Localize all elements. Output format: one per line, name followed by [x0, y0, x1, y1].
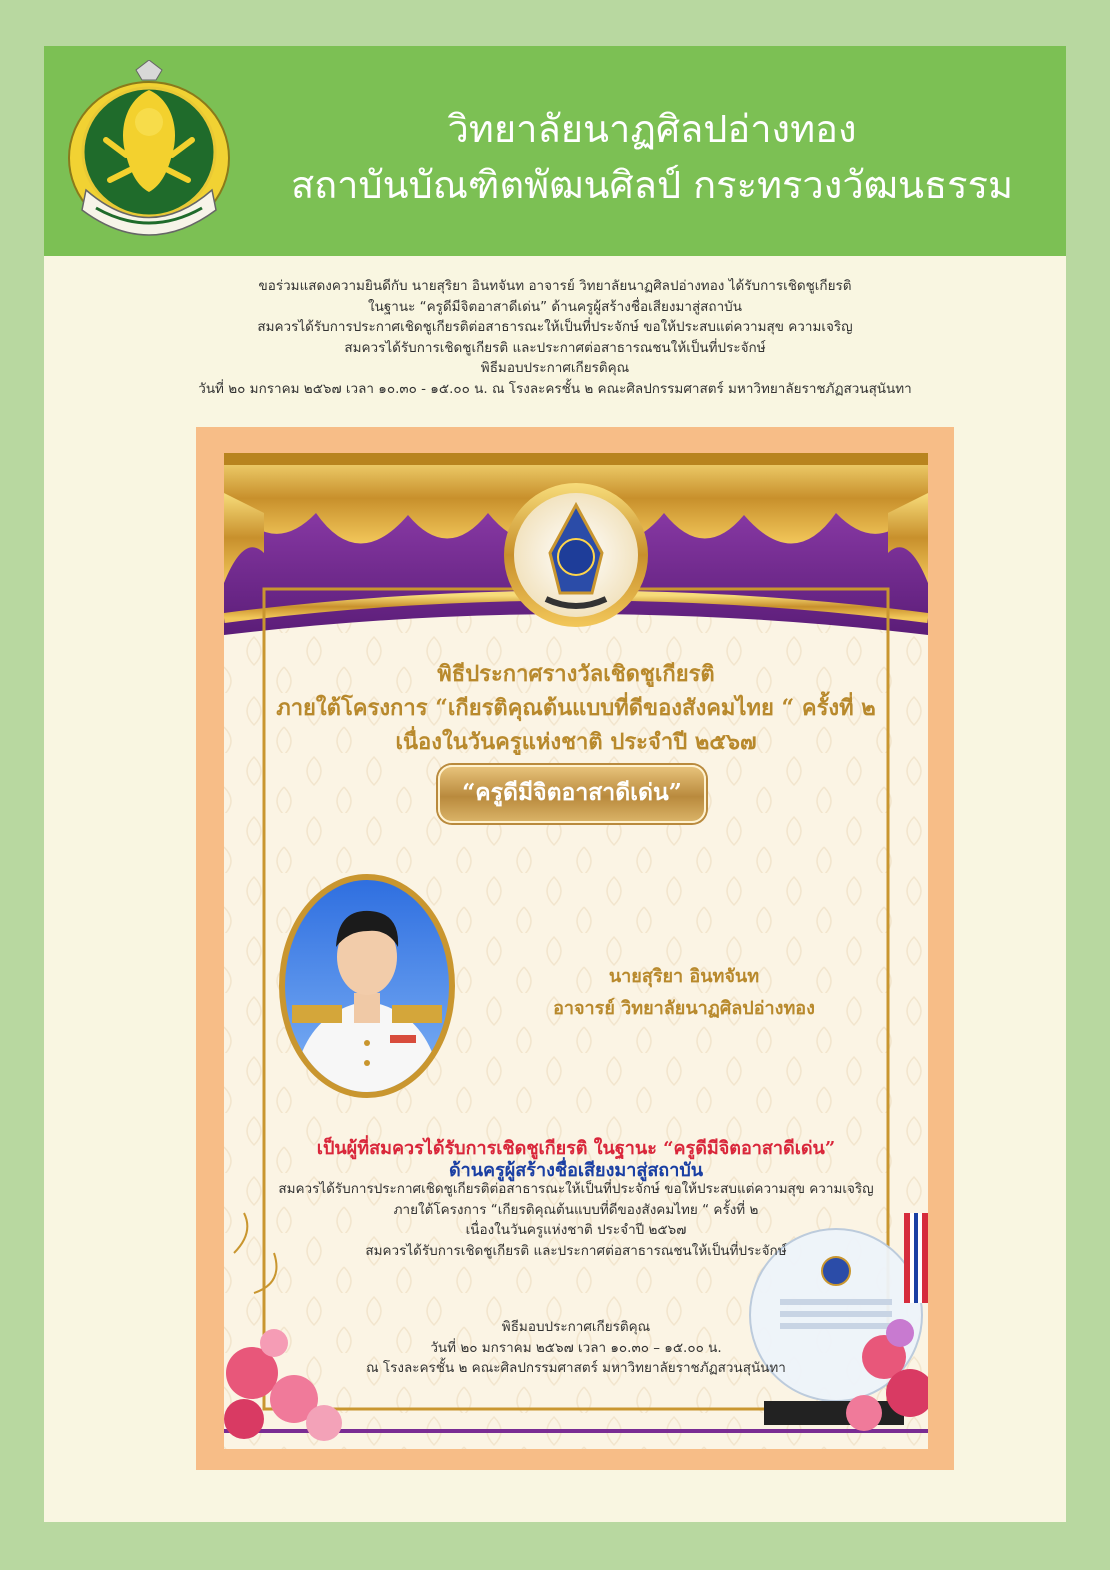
event-title: [224, 657, 928, 759]
event-title-line: เนื่องในวันครูแห่งชาติ ประจำปี ๒๕๖๗: [395, 729, 757, 755]
person-position: อาจารย์ วิทยาลัยนาฏศิลปอ่างทอง: [553, 998, 815, 1019]
page-title-line1: วิทยาลัยนาฏศิลปอ่างทอง: [447, 107, 857, 151]
person-name: นายสุริยา อินทจันท: [608, 966, 760, 987]
announcement-line: วันที่ ๒๐ มกราคม ๒๕๖๗ เวลา ๑๐.๓๐ - ๑๕.๐๐ น. ณ โรงละครชั้น ๒ คณะศิลปกรรมศาสตร์ มหาวิทยาลัยราชภัฏสวนสุนันทา: [198, 380, 912, 397]
certificate-card: [224, 453, 928, 1449]
announcement-line: ในฐานะ “ครูดีมีจิตอาสาดีเด่น” ด้านครูผู้สร้างชื่อเสียงมาสู่สถาบัน: [368, 298, 742, 315]
honor-subtitle: ด้านครูผู้สร้างชื่อเสียงมาสู่สถาบัน: [448, 1160, 704, 1181]
body-line: สมควรได้รับการประกาศเชิดชูเกียรติต่อสาธารณะให้เป็นที่ประจักษ์ ขอให้ประสบแต่ความสุข ความเจริญ: [278, 1181, 874, 1197]
ceremony-line: ณ โรงละครชั้น ๒ คณะศิลปกรรมศาสตร์ มหาวิทยาลัยราชภัฏสวนสุนันทา: [366, 1360, 786, 1377]
body-line: เนื่องในวันครูแห่งชาติ ประจำปี ๒๕๖๗: [465, 1222, 687, 1239]
body-line: ภายใต้โครงการ “เกียรติคุณต้นแบบที่ดีของสังคมไทย “ ครั้งที่ ๒: [393, 1201, 759, 1218]
person-name-block: [494, 961, 874, 1025]
honor-line: เป็นผู้ที่สมควรได้รับการเชิดชูเกียรติ ในฐานะ “ครูดีมีจิตอาสาดีเด่น”: [316, 1138, 836, 1159]
event-title-line: พิธีประกาศรางวัลเชิดชูเกียรติ: [437, 661, 715, 687]
ganesha-emblem-logo: [66, 60, 232, 240]
body-line: สมควรได้รับการเชิดชูเกียรติ และประกาศต่อสาธารณชนให้เป็นที่ประจักษ์: [365, 1242, 787, 1259]
ceremony-info: [224, 1317, 928, 1379]
announcement-text: [44, 276, 1066, 400]
person-portrait-photo: [278, 873, 456, 1099]
announcement-line: สมควรได้รับการเชิดชูเกียรติ และประกาศต่อสาธารณชนให้เป็นที่ประจักษ์: [344, 339, 766, 356]
ceremony-line: พิธีมอบประกาศเกียรติคุณ: [501, 1319, 651, 1335]
event-title-line: ภายใต้โครงการ “เกียรติคุณต้นแบบที่ดีของสังคมไทย “ ครั้งที่ ๒: [276, 695, 876, 721]
announcement-line: พิธีมอบประกาศเกียรติคุณ: [480, 360, 630, 377]
page-frame: [44, 46, 1066, 1522]
certificate-body: [224, 1179, 928, 1261]
header-banner: [44, 46, 1066, 256]
award-name: “ครูดีมีจิตอาสาดีเด่น”: [462, 779, 682, 806]
announcement-line: สมควรได้รับการประกาศเชิดชูเกียรติต่อสาธารณะให้เป็นที่ประจักษ์ ขอให้ประสบแต่ความสุข ความเจริญ: [257, 319, 853, 336]
ceremony-line: วันที่ ๒๐ มกราคม ๒๕๖๗ เวลา ๑๐.๓๐ – ๑๕.๐๐ น.: [430, 1339, 722, 1356]
certificate-poster: [196, 427, 954, 1470]
announcement-line: ขอร่วมแสดงความยินดีกับ นายสุริยา อินทจันท อาจารย์ วิทยาลัยนาฏศิลปอ่างทอง ได้รับการเชิดชูเกียรติ: [258, 278, 852, 294]
page-title-line2: สถาบันบัณฑิตพัฒนศิลป์ กระทรวงวัฒนธรรม: [290, 163, 1014, 207]
